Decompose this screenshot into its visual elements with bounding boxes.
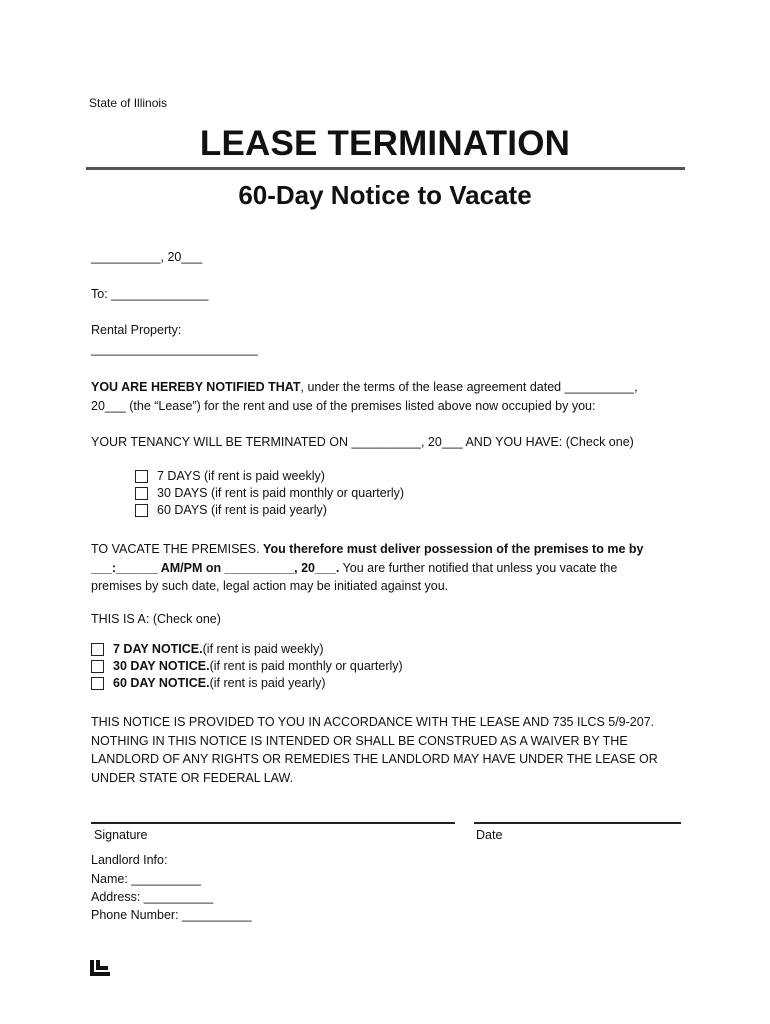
landlord-address-field: Address: __________ bbox=[91, 890, 214, 904]
notice-lead-rest: , under the terms of the lease agreement dated __________, bbox=[300, 380, 638, 394]
notice-paragraph bbox=[91, 378, 691, 415]
checkbox-row-30-days[interactable] bbox=[135, 486, 404, 500]
notice-option-rest: (if rent is paid monthly or quarterly) bbox=[209, 659, 403, 673]
checkbox-row-30-day-notice[interactable] bbox=[91, 659, 403, 673]
checkbox[interactable] bbox=[135, 504, 148, 517]
checkbox[interactable] bbox=[135, 487, 148, 500]
date-line[interactable] bbox=[474, 822, 681, 824]
date-field: __________, 20___ bbox=[91, 250, 203, 264]
checkbox-label: 30 DAYS (if rent is paid monthly or quarterly) bbox=[157, 486, 405, 500]
rental-property-label: Rental Property: bbox=[91, 323, 182, 337]
legal-line: THIS NOTICE IS PROVIDED TO YOU IN ACCORDANCE WITH THE LEASE AND 735 ILCS 5/9-207. bbox=[91, 715, 655, 729]
checkbox[interactable] bbox=[91, 660, 104, 673]
notice-option-bold: 30 DAY NOTICE. bbox=[113, 659, 210, 673]
notice-option-rest: (if rent is paid yearly) bbox=[209, 676, 326, 690]
legal-line: UNDER STATE OR FEDERAL LAW. bbox=[91, 770, 294, 785]
rental-property-field: ________________________ bbox=[91, 342, 258, 356]
vacate-line-3: premises by such date, legal action may be initiated against you. bbox=[91, 579, 449, 593]
checkbox-row-7-days[interactable] bbox=[135, 469, 325, 483]
checkbox[interactable] bbox=[91, 677, 104, 690]
checkbox-label: 7 DAYS (if rent is paid weekly) bbox=[157, 469, 325, 483]
date-label: Date bbox=[476, 828, 503, 842]
vacate-lead: TO VACATE THE PREMISES. bbox=[91, 542, 264, 556]
notice-option-rest: (if rent is paid weekly) bbox=[202, 642, 324, 656]
vacate-paragraph bbox=[91, 540, 691, 596]
document-subtitle: 60-Day Notice to Vacate bbox=[238, 180, 532, 210]
signature-label: Signature bbox=[94, 828, 148, 842]
checkbox[interactable] bbox=[135, 470, 148, 483]
notice-option-bold: 7 DAY NOTICE. bbox=[113, 642, 203, 656]
checkbox-label: 60 DAYS (if rent is paid yearly) bbox=[157, 503, 327, 517]
legal-line: NOTHING IN THIS NOTICE IS INTENDED OR SHALL BE CONSTRUED AS A WAIVER BY THE bbox=[91, 733, 628, 748]
this-is-label: THIS IS A: (Check one) bbox=[91, 612, 221, 626]
checkbox-row-60-day-notice[interactable] bbox=[91, 676, 326, 690]
landlord-name-field: Name: __________ bbox=[91, 872, 201, 886]
vacate-bold-1: You therefore must deliver possession of the premises to me by bbox=[263, 542, 644, 556]
landlord-phone-field: Phone Number: __________ bbox=[91, 908, 252, 922]
legal-templates-logo-icon bbox=[90, 958, 112, 978]
landlord-info-heading: Landlord Info: bbox=[91, 853, 168, 867]
notice-option-bold: 60 DAY NOTICE. bbox=[113, 676, 210, 690]
notice-line-2: 20___ (the “Lease”) for the rent and use of the premises listed above now occupied by you: bbox=[91, 398, 596, 413]
checkbox-row-7-day-notice[interactable] bbox=[91, 642, 324, 656]
legal-paragraph bbox=[91, 713, 711, 787]
termination-line: YOUR TENANCY WILL BE TERMINATED ON __________, 20___ AND YOU HAVE: (Check one) bbox=[91, 435, 634, 449]
to-field: To: ______________ bbox=[91, 287, 209, 301]
vacate-rest-2: You are further notified that unless you vacate the bbox=[339, 560, 618, 575]
signature-line[interactable] bbox=[91, 822, 455, 824]
legal-line: LANDLORD OF ANY RIGHTS OR REMEDIES THE LANDLORD MAY HAVE UNDER THE LEASE OR bbox=[91, 752, 658, 766]
state-label: State of Illinois bbox=[89, 96, 168, 110]
document-title: LEASE TERMINATION bbox=[199, 124, 571, 163]
checkbox-row-60-days[interactable] bbox=[135, 503, 327, 517]
title-divider bbox=[86, 167, 685, 170]
notice-bold-lead: YOU ARE HEREBY NOTIFIED THAT bbox=[91, 380, 301, 394]
checkbox[interactable] bbox=[91, 643, 104, 656]
vacate-bold-2: ___:______ AM/PM on __________, 20___. bbox=[91, 560, 340, 575]
